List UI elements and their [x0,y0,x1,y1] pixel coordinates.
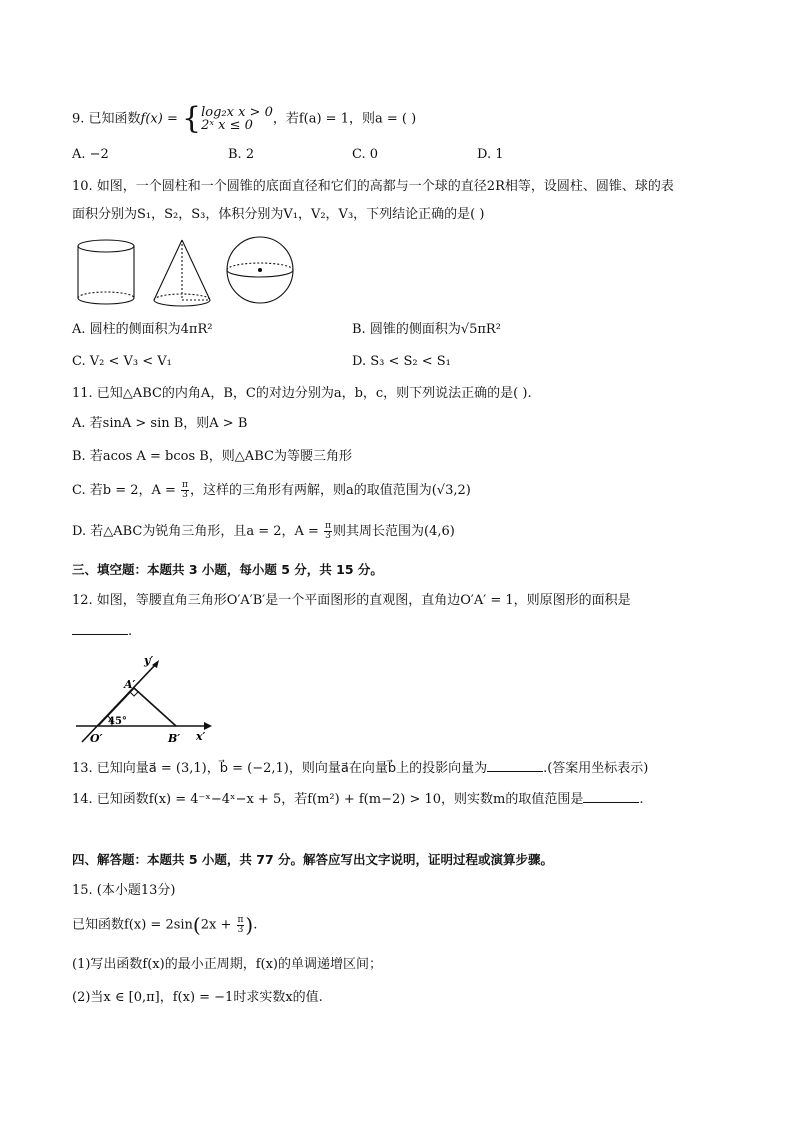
q14-answer-blank[interactable] [583,788,639,803]
q13-answer-blank[interactable] [487,757,543,772]
pi-over-3-fraction: $\frac{\pi}{3}$ [237,914,244,935]
q15-part-2: (2)当x ∈ [0,π]，f(x) = −1时求实数x的值. [72,990,323,1005]
q10-option-d: D. S₃ < S₂ < S₁ [352,354,451,369]
fig-label-a: A′ [124,678,136,691]
cone-figure [154,240,210,306]
question-14: 14. 已知函数f(x) = 4⁻ˣ−4ˣ−x + 5，若f(m²) + f(m−2) > 10，则实数m的取值范围是 . [72,788,643,810]
q11-option-d: D. 若△ABC为锐角三角形，且a = 2，A = $\frac{\pi}{3}$ 则其周长范围为(4,6) [72,521,455,541]
fig-label-b: B′ [168,732,181,745]
q10-option-b: B. 圆锥的侧面积为√5πR² [352,322,501,337]
fig-label-y: y′ [144,654,154,667]
q9-fx: f(x) = [140,111,178,127]
q9-case1: log₂x x > 0 [201,105,273,120]
q9-option-c: C. 0 [352,147,379,162]
question-9 [72,101,417,136]
q15-heading: 15. (本小题13分) [72,883,176,898]
q9-prefix: 9. 已知函数 [72,111,141,127]
q12-figure [72,650,222,746]
pi-over-3-fraction: $\frac{\pi}{3}$ [325,521,331,541]
q10-option-c: C. V₂ < V₃ < V₁ [72,354,172,369]
fig-label-o: O′ [90,732,103,745]
q12-line2: . [72,620,132,642]
fig-label-angle: 45° [108,716,127,727]
q9-case2: 2ˣ x ≤ 0 [201,118,253,133]
q11-stem: 11. 已知△ABC的内角A，B，C的对边分别为a，b，c，则下列说法正确的是( ). [72,386,532,401]
q9-option-a: A. −2 [72,147,109,162]
q15-stem: 已知函数f(x) = 2sin(2x + $\frac{\pi}{3}$ ). [72,913,258,937]
q9-option-d: D. 1 [477,147,504,162]
q11-option-a: A. 若sinA > sin B，则A > B [72,416,248,431]
sphere-figure [227,237,293,303]
q10-line1: 10. 如图，一个圆柱和一个圆锥的底面直径和它们的高都与一个球的直径2R相等，设圆柱、圆锥、球的表 [72,179,674,194]
q11-option-b: B. 若acos A = bcos B，则△ABC为等腰三角形 [72,449,352,464]
q11-option-c: C. 若b = 2，A = $\frac{\pi}{3}$ ，这样的三角形有两解，则a的取值范围为(√3,2) [72,480,471,500]
q9-option-b: B. 2 [228,147,255,162]
pi-over-3-fraction: $\frac{\pi}{3}$ [182,480,188,500]
section-4-heading: 四、解答题：本题共 5 小题，共 77 分。解答应写出文字说明，证明过程或演算步骤。 [72,852,554,867]
q15-part-1: (1)写出函数f(x)的最小正周期，f(x)的单调递增区间； [72,957,382,972]
q10-line2: 面积分别为S₁，S₂，S₃，体积分别为V₁，V₂，V₃，下列结论正确的是( ) [72,207,485,222]
q12-line1: 12. 如图，等腰直角三角形O′A′B′是一个平面图形的直观图，直角边O′A′ = 1，则原图形的面积是 [72,593,631,608]
fig-label-x: x′ [196,730,206,743]
q9-piecewise: { log₂x x > 0 2ˣ x ≤ 0 [182,101,273,136]
q10-figure [70,234,310,310]
question-13: 13. 已知向量a⃗ = (3,1)，b⃗ = (−2,1)，则向量a⃗在向量b⃗上的投影向量为 .(答案用坐标表示) [72,757,648,779]
q12-answer-blank[interactable] [72,620,128,635]
cylinder-figure [78,240,134,304]
q9-suffix: ，若f(a) = 1，则a = ( ) [272,111,417,127]
q10-option-a: A. 圆柱的侧面积为4πR² [72,322,213,337]
section-3-heading: 三、填空题：本题共 3 小题，每小题 5 分，共 15 分。 [72,562,383,577]
